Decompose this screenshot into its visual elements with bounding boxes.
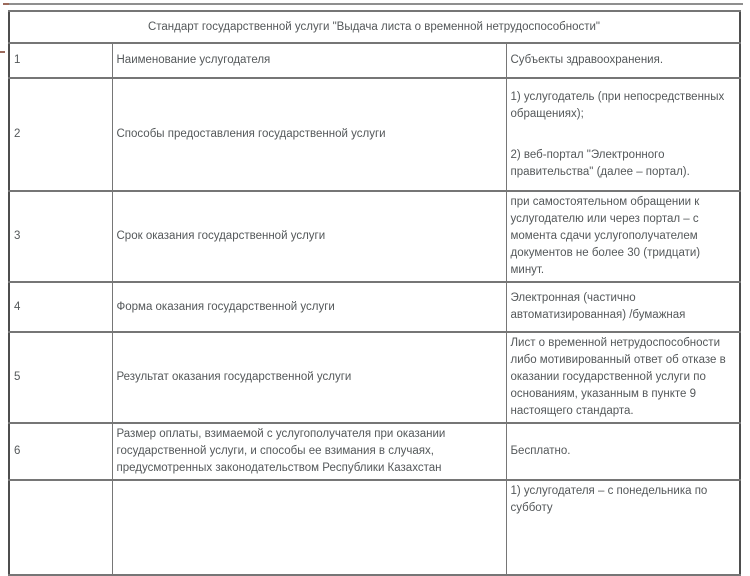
table-title: Стандарт государственной услуги "Выдача листа о временной нетрудоспособности" [9, 11, 740, 43]
table-row [9, 43, 740, 78]
criterion-value-cell [506, 43, 740, 78]
criterion-value-cell [506, 423, 740, 480]
criterion-name-cell [112, 480, 506, 575]
row-number-cell: 4 [9, 282, 112, 332]
value-paragraph: Электронная (частично автоматизированная) /бумажная [510, 292, 686, 321]
row-number-cell: 3 [9, 191, 112, 282]
criterion-value-cell [506, 78, 740, 191]
row-number-cell: 5 [9, 332, 112, 423]
value-paragraph: Лист о временной нетрудоспособности либо мотивированный ответ об отказе в оказании государственной услуги по основаниям, указанным в пункте 9 настоящего стандарта. [510, 337, 726, 417]
criterion-name-cell: Форма оказания государственной услуги [112, 282, 506, 332]
table-row-clipped [9, 480, 740, 575]
criterion-name-cell: Наименование услугодателя [112, 43, 506, 78]
row-number-cell: 1 [9, 43, 112, 78]
row-number-cell [9, 480, 112, 575]
horizontal-divider-line [3, 3, 743, 5]
table-header-row [9, 11, 740, 43]
service-standard-table [8, 10, 741, 576]
table-row [9, 332, 740, 423]
value-paragraph: Субъекты здравоохранения. [510, 54, 664, 66]
value-paragraph: 1) услугодатель (при непосредственных обращениях); [510, 90, 725, 120]
table-row [9, 423, 740, 480]
value-paragraph: Бесплатно. [510, 445, 571, 457]
criterion-value-cell [506, 332, 740, 423]
criterion-name-cell: Срок оказания государственной услуги [112, 191, 506, 282]
criterion-value-cell [506, 480, 740, 575]
criterion-value-cell [506, 191, 740, 282]
row-number-cell: 6 [9, 423, 112, 480]
value-paragraph: 1) услугодателя – с понедельника по субботу [510, 485, 708, 514]
divider-line-red-tip [3, 3, 9, 5]
value-paragraph: 2) веб-портал "Электронного правительства" (далее – портал). [510, 148, 690, 178]
left-margin-dash-mark [0, 51, 5, 53]
table-row [9, 282, 740, 332]
criterion-value-cell [506, 282, 740, 332]
value-paragraph: при самостоятельном обращении к услугодателю или через портал – с момента сдачи услугополучателем документов не более 30 (тридцати) минут. [510, 196, 701, 276]
criterion-name-cell: Способы предоставления государственной услуги [112, 78, 506, 191]
criterion-name-cell: Результат оказания государственной услуги [112, 332, 506, 423]
row-number-cell: 2 [9, 78, 112, 191]
table-row [9, 191, 740, 282]
table-row [9, 78, 740, 191]
criterion-name-cell: Размер оплаты, взимаемой с услугополучателя при оказании государственной услуги, и способы ее взимания в случаях, предусмотренных законодательством Республики Казахстан [112, 423, 506, 480]
